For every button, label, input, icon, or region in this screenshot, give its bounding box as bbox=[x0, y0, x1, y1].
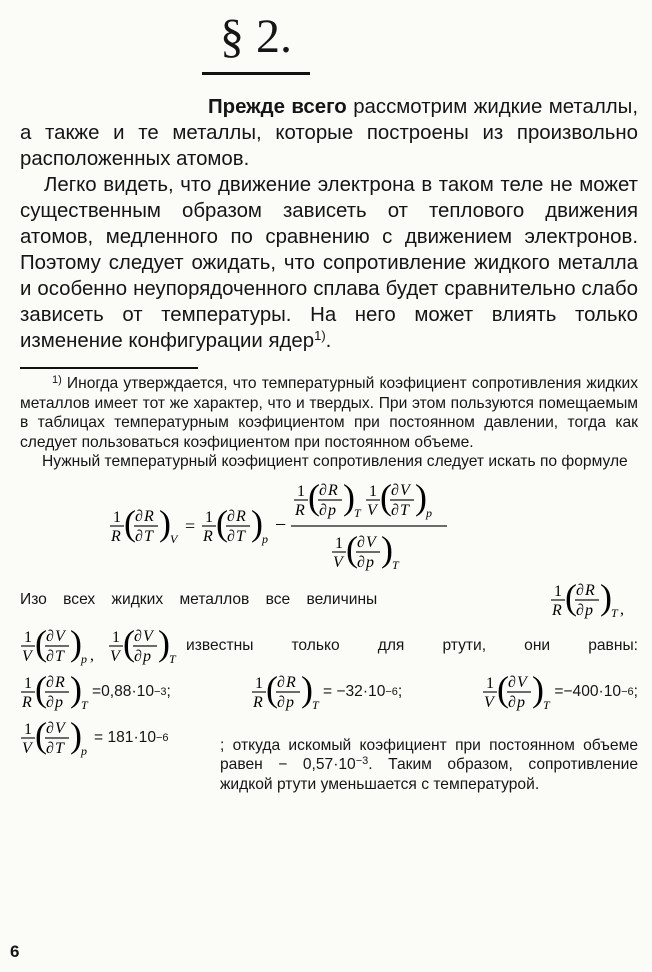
m-p: p bbox=[366, 553, 374, 571]
sep: ; bbox=[166, 682, 171, 700]
m-R: R bbox=[585, 581, 595, 599]
m-lparen: ( bbox=[380, 479, 392, 517]
m-p: p bbox=[143, 647, 151, 665]
m-one: 1 bbox=[24, 720, 32, 738]
heading-underline bbox=[202, 72, 310, 75]
final-sentence bbox=[220, 736, 638, 795]
m-lparen: ( bbox=[565, 577, 577, 617]
m-partial: ∂ bbox=[508, 673, 517, 691]
m-R: R bbox=[295, 501, 305, 519]
m-sub-T: T bbox=[611, 605, 618, 620]
section-title: § 2. bbox=[220, 10, 292, 63]
page-body bbox=[20, 94, 638, 794]
m-T: T bbox=[55, 647, 64, 665]
m-partial: ∂ bbox=[135, 527, 143, 545]
m-one: 1 bbox=[486, 674, 495, 692]
section-heading bbox=[202, 8, 310, 75]
m-R: R bbox=[328, 481, 338, 499]
m-sub-T: T bbox=[81, 697, 88, 712]
m-partial: ∂ bbox=[357, 533, 365, 551]
paragraph-1 bbox=[20, 94, 638, 172]
paragraph-2-text: Легко видеть, что движение электрона в таком теле не может существенным образом зависеть от теплового движения атомов, медленного по сравнению с движением электронов. Поэтому следует ожидать, что сопротивление жидкого металла и особенно неупорядоченного сплава будет сравнительно слабо зависеть от температуры. На него может влиять только изменение конфигурации ядер bbox=[20, 174, 638, 352]
m-lparen: ( bbox=[216, 502, 228, 543]
value-4: = 181·10 bbox=[94, 728, 156, 746]
m-T: T bbox=[55, 739, 64, 757]
math-line-4: 1 V ( ∂ V ∂ T ) p = 181·10 −6 bbox=[22, 715, 169, 758]
m-lparen: ( bbox=[346, 528, 358, 569]
m-one: 1 bbox=[369, 482, 377, 500]
text-a: Изо всех жидких металлов все величины bbox=[20, 590, 378, 608]
main-formula bbox=[20, 480, 638, 574]
m-sub-T: T bbox=[392, 557, 399, 572]
m-T: T bbox=[400, 501, 409, 519]
m-partial: ∂ bbox=[391, 501, 399, 519]
m-partial: ∂ bbox=[135, 507, 143, 525]
inline-term-dVdT bbox=[20, 624, 108, 668]
m-R: R bbox=[111, 527, 121, 545]
inline-term-dVdp bbox=[108, 624, 186, 668]
m-rparen: ) bbox=[300, 669, 313, 709]
m-p: p bbox=[328, 501, 336, 519]
m-p: p bbox=[585, 601, 593, 619]
m-R: R bbox=[236, 507, 246, 525]
m-V: V bbox=[400, 481, 410, 499]
m-comma: , bbox=[90, 646, 94, 664]
text-c: ; откуда искомый коэфициент при постоянном объеме равен − 0,57·10 bbox=[220, 736, 638, 773]
m-sub-p: p bbox=[262, 531, 268, 546]
m-partial: ∂ bbox=[319, 481, 327, 499]
m-T: T bbox=[236, 527, 245, 545]
m-one: 1 bbox=[297, 482, 305, 500]
m-one: 1 bbox=[335, 534, 343, 552]
sep: ; bbox=[633, 682, 638, 700]
paragraph-2-end: . bbox=[325, 330, 332, 352]
m-partial: ∂ bbox=[46, 719, 54, 737]
m-rparen: ) bbox=[381, 528, 393, 569]
paragraph-2 bbox=[20, 172, 638, 354]
m-rparen: ) bbox=[343, 479, 355, 517]
math-line-1 bbox=[20, 578, 638, 622]
m-one: 1 bbox=[112, 628, 120, 646]
m-lparen: ( bbox=[123, 623, 135, 663]
math-line-2 bbox=[20, 624, 638, 668]
m-comma: , bbox=[620, 600, 624, 618]
sep: ; bbox=[397, 682, 403, 700]
m-lparen: ( bbox=[265, 669, 278, 709]
m-partial: ∂ bbox=[134, 647, 142, 665]
value-3: =−400·10 bbox=[554, 682, 622, 700]
m-one: 1 bbox=[24, 628, 32, 646]
formula-intro: Нужный температурный коэфициент сопротивления следует искать по формуле bbox=[42, 453, 628, 470]
paragraph-1-text: рассмотрим жидкие металлы, а также и те металлы, которые построены из произвольно расположенных атомов. bbox=[20, 96, 638, 170]
inline-term-dRdp bbox=[550, 578, 638, 622]
footnote-reference[interactable]: 1) bbox=[314, 328, 326, 343]
m-V: V bbox=[366, 533, 376, 551]
m-sub-T: T bbox=[354, 505, 361, 520]
m-rparen: ) bbox=[532, 669, 545, 709]
m-one: 1 bbox=[205, 508, 213, 526]
m-partial: ∂ bbox=[576, 581, 584, 599]
m-one: 1 bbox=[554, 582, 562, 600]
m-V: V bbox=[143, 627, 153, 645]
m-partial: ∂ bbox=[319, 501, 327, 519]
m-R: R bbox=[552, 601, 562, 619]
footnote-mark: 1) bbox=[52, 374, 62, 386]
m-partial: ∂ bbox=[227, 527, 235, 545]
m-one: 1 bbox=[254, 674, 263, 692]
m-lparen: ( bbox=[35, 669, 47, 709]
math-line-3: 1 R ( ∂ R ∂ p ) T =0,88·10 −3 ; 1 R ( ∂ R ∂ p ) T = −32·10 −6 ; 1 V ( ∂ V ∂ p ) T =−400·10 −6 ; bbox=[22, 669, 638, 712]
m-V: V bbox=[110, 647, 120, 665]
value-term-dRdp bbox=[20, 670, 92, 714]
m-sub-p: p bbox=[81, 651, 87, 666]
m-R: R bbox=[285, 673, 296, 691]
m-minus: − bbox=[275, 513, 287, 536]
m-partial: ∂ bbox=[46, 627, 54, 645]
m-R: R bbox=[144, 507, 154, 525]
m-p: p bbox=[517, 693, 526, 711]
m-lparen: ( bbox=[308, 479, 320, 517]
m-V: V bbox=[367, 501, 377, 519]
m-rparen: ) bbox=[159, 502, 171, 543]
m-rparen: ) bbox=[70, 669, 82, 709]
m-lparen: ( bbox=[497, 669, 510, 709]
m-R: R bbox=[22, 693, 32, 711]
m-one: 1 bbox=[113, 508, 121, 526]
m-sub-T: T bbox=[169, 651, 176, 666]
m-sub-T: T bbox=[311, 697, 319, 712]
m-partial: ∂ bbox=[576, 601, 584, 619]
m-rparen: ) bbox=[415, 479, 427, 517]
m-p: p bbox=[55, 693, 63, 711]
m-partial: ∂ bbox=[46, 647, 54, 665]
m-partial: ∂ bbox=[276, 673, 285, 691]
m-R: R bbox=[252, 693, 263, 711]
m-partial: ∂ bbox=[46, 693, 54, 711]
m-partial: ∂ bbox=[46, 673, 54, 691]
m-partial: ∂ bbox=[134, 627, 142, 645]
m-partial: ∂ bbox=[508, 693, 517, 711]
formula-svg bbox=[109, 480, 549, 572]
lead-words: Прежде всего bbox=[208, 96, 347, 118]
value-1: =0,88·10 bbox=[92, 682, 154, 700]
value-term-dVdT bbox=[20, 716, 94, 760]
m-equals: = bbox=[185, 515, 196, 536]
m-lparen: ( bbox=[124, 502, 136, 543]
page-number: 6 bbox=[10, 942, 20, 961]
m-V: V bbox=[55, 719, 65, 737]
text-b: известны только для ртути, они равны: bbox=[186, 636, 638, 654]
m-T: T bbox=[144, 527, 153, 545]
m-rparen: ) bbox=[600, 577, 612, 617]
m-V: V bbox=[22, 647, 32, 665]
m-V: V bbox=[484, 693, 495, 711]
m-sub-T: T bbox=[543, 697, 550, 712]
m-R: R bbox=[55, 673, 65, 691]
footnote-divider bbox=[20, 367, 198, 369]
m-p: p bbox=[285, 693, 294, 711]
m-rparen: ) bbox=[70, 623, 82, 663]
m-partial: ∂ bbox=[227, 507, 235, 525]
footnote bbox=[20, 374, 638, 452]
m-one: 1 bbox=[24, 674, 32, 692]
m-lparen: ( bbox=[35, 715, 47, 755]
m-V: V bbox=[333, 553, 343, 571]
m-rparen: ) bbox=[158, 623, 170, 663]
m-partial: ∂ bbox=[391, 481, 399, 499]
m-lparen: ( bbox=[35, 623, 47, 663]
m-sub-p: p bbox=[81, 743, 87, 758]
m-V: V bbox=[55, 627, 65, 645]
text-d: . Таким образом, сопротивление жидкой ртути уменьшается с температурой. bbox=[220, 756, 638, 793]
value-2: = −32·10 bbox=[322, 682, 386, 700]
m-R: R bbox=[203, 527, 213, 545]
m-V: V bbox=[22, 739, 32, 757]
m-sub-V: V bbox=[170, 531, 178, 546]
value-term-dRdp-2 bbox=[251, 670, 323, 714]
m-sub-p: p bbox=[426, 505, 432, 520]
m-rparen: ) bbox=[251, 502, 263, 543]
m-V: V bbox=[517, 673, 528, 691]
m-rparen: ) bbox=[70, 715, 82, 755]
text-c-exp: −3 bbox=[355, 755, 369, 767]
m-partial: ∂ bbox=[357, 553, 365, 571]
value-term-dVdp bbox=[482, 670, 554, 714]
m-partial: ∂ bbox=[46, 739, 54, 757]
footnote-text: Иногда утверждается, что температурный коэфициент сопротивления жидких металлов имеет тот же характер, что и твердых. При этом пользуются помещаемым в таблицах температурным коэфициентом при постоянном давлении, тогда как следует пользоваться коэфициентом при постоянном объеме. bbox=[20, 375, 638, 451]
m-partial: ∂ bbox=[276, 693, 285, 711]
